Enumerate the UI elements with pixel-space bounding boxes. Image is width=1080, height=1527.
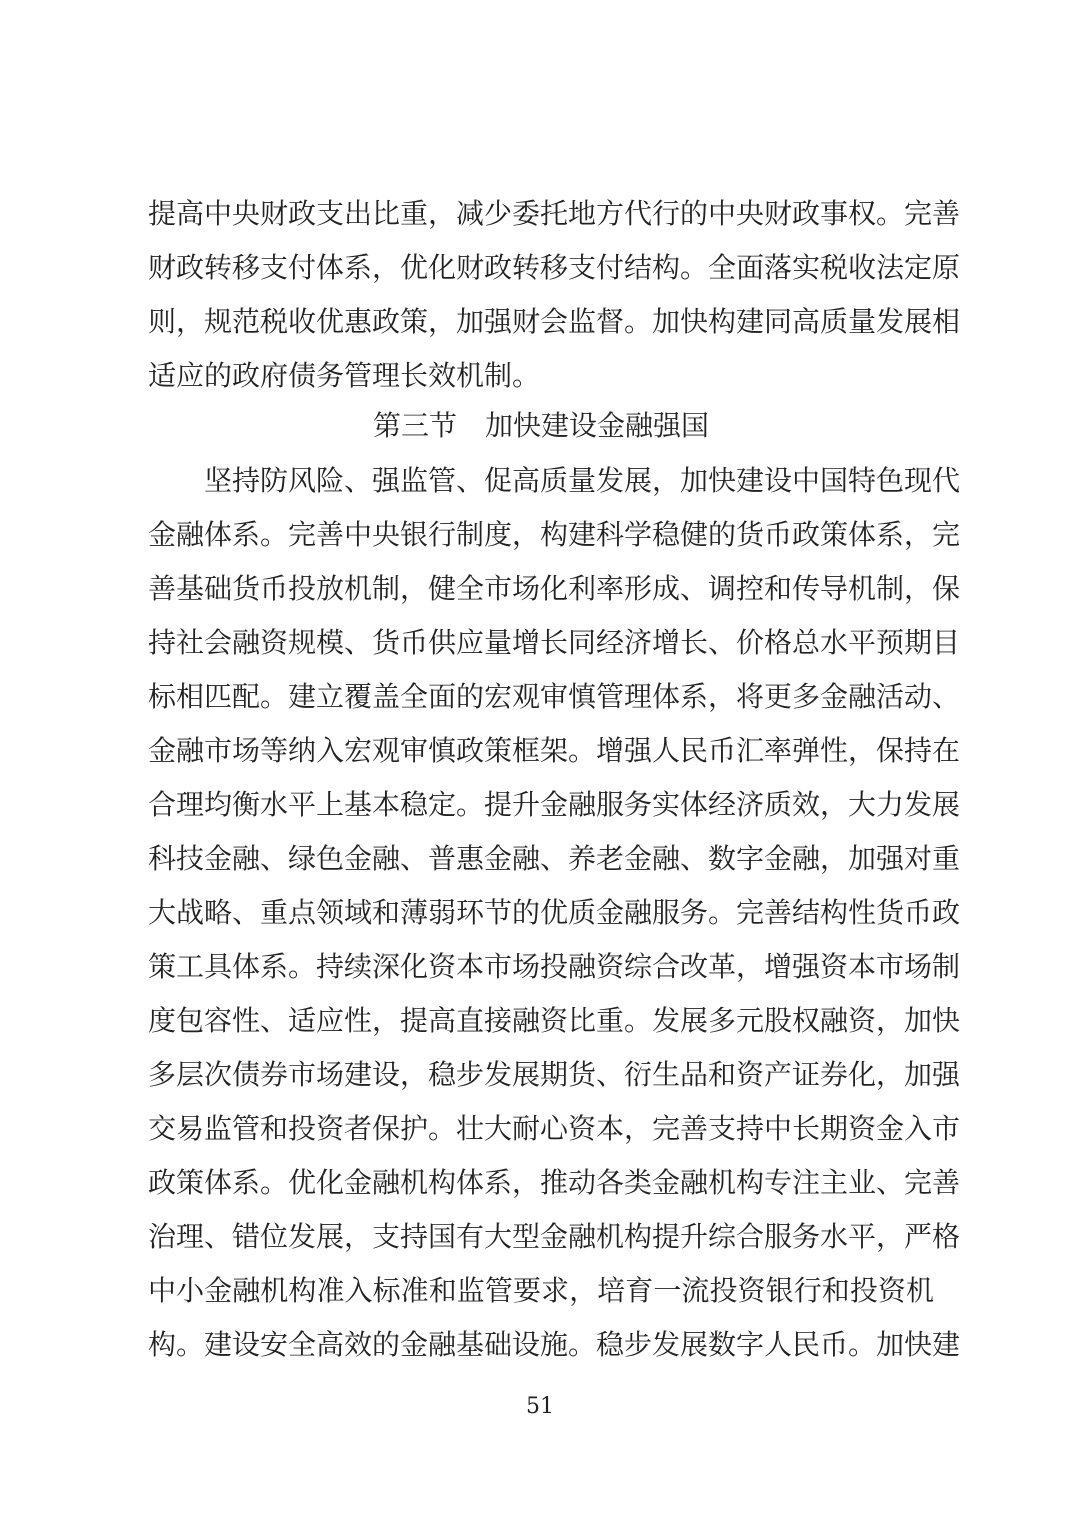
- paragraph-2-line-16: 中小金融机构准入标准和监管要求，培育一流投资银行和投资机: [148, 1274, 934, 1307]
- paragraph-2-line-1: 坚持防风险、强监管、促高质量发展，加快建设中国特色现代: [204, 464, 961, 497]
- paragraph-1-line-2: 财政转移支付体系，优化财政转移支付结构。全面落实税收法定原: [148, 251, 961, 284]
- paragraph-2-line-3: 善基础货币投放机制，健全市场化利率形成、调控和传导机制，保: [148, 572, 961, 605]
- paragraph-2-line-9: 大战略、重点领域和薄弱环节的优质金融服务。完善结构性货币政: [148, 896, 961, 929]
- paragraph-2-line-8: 科技金融、绿色金融、普惠金融、养老金融、数字金融，加强对重: [148, 842, 961, 875]
- paragraph-2-line-5: 标相匹配。建立覆盖全面的宏观审慎管理体系，将更多金融活动、: [148, 680, 961, 713]
- page-number: 51: [526, 1394, 554, 1419]
- paragraph-2-line-7: 合理均衡水平上基本稳定。提升金融服务实体经济质效，大力发展: [148, 788, 961, 821]
- paragraph-1-line-4: 适应的政府债务管理长效机制。: [148, 359, 541, 392]
- paragraph-2-line-13: 交易监管和投资者保护。壮大耐心资本，完善支持中长期资金入市: [148, 1112, 961, 1145]
- paragraph-2-line-14: 政策体系。优化金融机构体系，推动各类金融机构专注主业、完善: [148, 1166, 961, 1199]
- paragraph-2-line-4: 持社会融资规模、货币供应量增长同经济增长、价格总水平预期目: [148, 626, 961, 659]
- paragraph-1-line-1: 提高中央财政支出比重，减少委托地方代行的中央财政事权。完善: [148, 197, 961, 230]
- paragraph-2-line-15: 治理、错位发展，支持国有大型金融机构提升综合服务水平，严格: [148, 1220, 961, 1253]
- paragraph-2-line-2: 金融体系。完善中央银行制度，构建科学稳健的货币政策体系，完: [148, 518, 961, 551]
- paragraph-2-line-12: 多层次债券市场建设，稳步发展期货、衍生品和资产证券化，加强: [148, 1058, 961, 1091]
- paragraph-1-line-3: 则，规范税收优惠政策，加强财会监督。加快构建同高质量发展相: [148, 305, 961, 338]
- paragraph-2-line-10: 策工具体系。持续深化资本市场投融资综合改革，增强资本市场制: [148, 950, 961, 983]
- section-heading: 第三节 加快建设金融强国: [372, 409, 709, 442]
- paragraph-2-line-17: 构。建设安全高效的金融基础设施。稳步发展数字人民币。加快建: [148, 1328, 961, 1361]
- paragraph-2-line-11: 度包容性、适应性，提高直接融资比重。发展多元股权融资，加快: [148, 1004, 961, 1037]
- paragraph-2-line-6: 金融市场等纳入宏观审慎政策框架。增强人民币汇率弹性，保持在: [148, 734, 961, 767]
